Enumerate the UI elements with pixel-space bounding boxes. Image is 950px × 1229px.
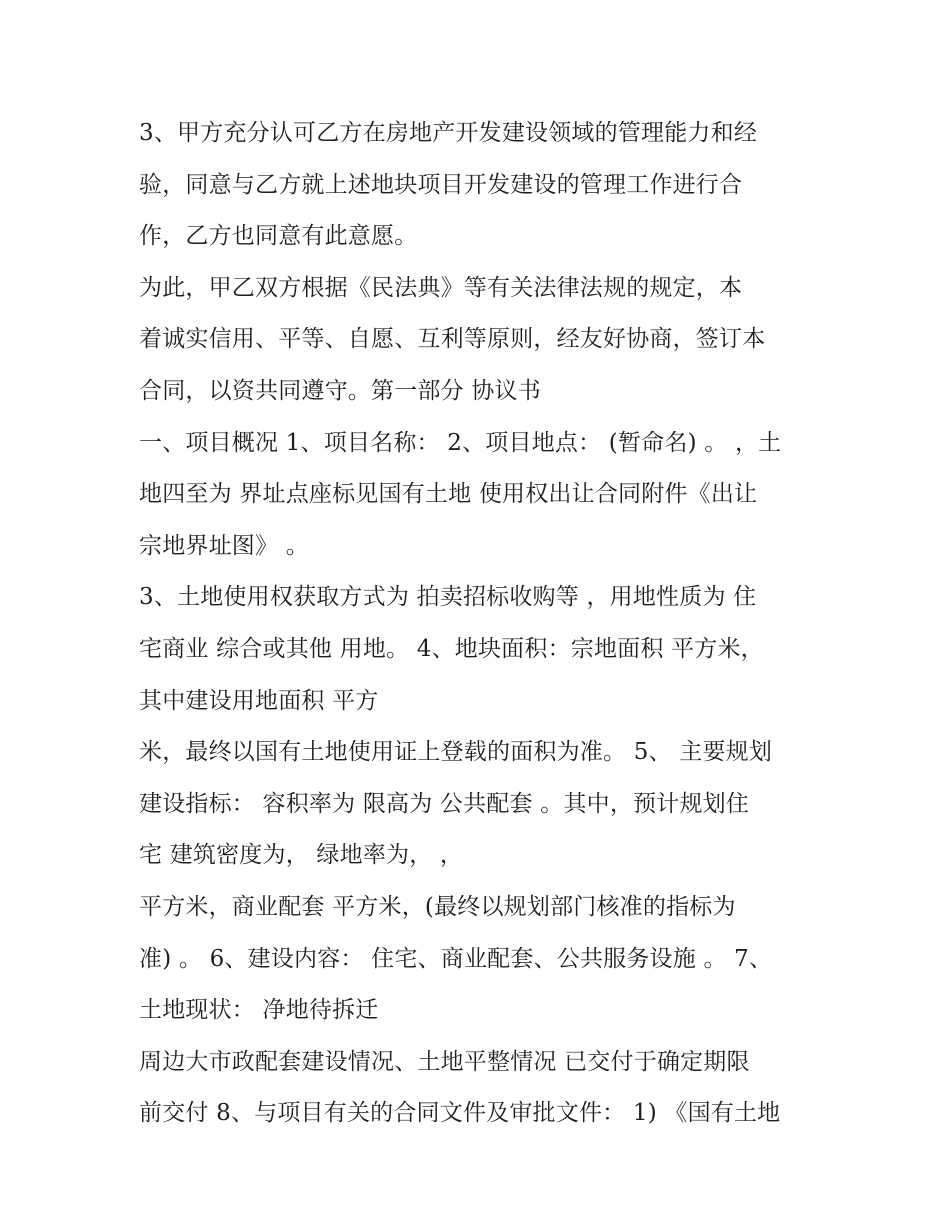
text-line: 米，最终以国有土地使用证上登载的面积为准。 5、 主要规划 [139, 739, 773, 766]
text-line: 作，乙方也同意有此意愿。 [139, 223, 418, 250]
text-line: 3、土地使用权获取方式为 拍卖招标收购等 ，用地性质为 住 [139, 584, 757, 611]
text-line: 宅商业 综合或其他 用地。 4、地块面积：宗地面积 平方米， [139, 635, 764, 662]
text-line: 宗地界址图》 。 [139, 532, 309, 559]
text-line: 周边大市政配套建设情况、土地平整情况 已交付于确定期限 [139, 1048, 750, 1075]
text-line: 验，同意与乙方就上述地块项目开发建设的管理工作进行合 [139, 171, 743, 198]
text-line: 着诚实信用、平等、自愿、互利等原则，经友好协商，签订本 [139, 326, 766, 353]
text-line: 建设指标： 容积率为 限高为 公共配套 。其中，预计规划住 [139, 790, 750, 817]
text-line: 地四至为 界址点座标见国有土地 使用权出让合同附件《出让 [139, 481, 758, 508]
text-line: 准) 。 6、建设内容： 住宅、商业配套、公共服务设施 。 7、 [139, 945, 773, 972]
text-line: 平方米，商业配套 平方米，(最终以规划部门核准的指标为 [139, 893, 736, 920]
text-line: 一、项目概况 1、项目名称： 2、项目地点： (暂命名) 。 ，土 [139, 429, 782, 456]
text-line: 其中建设用地面积 平方 [139, 687, 379, 714]
text-line: 合同，以资共同遵守。第一部分 协议书 [139, 377, 541, 404]
text-line: 土地现状： 净地待拆迁 [139, 997, 379, 1024]
text-line: 为此，甲乙双方根据《民法典》等有关法律法规的规定，本 [139, 274, 743, 301]
text-line: 前交付 8、与项目有关的合同文件及审批文件： 1) 《国有土地 [139, 1100, 781, 1127]
text-line: 3、甲方充分认可乙方在房地产开发建设领域的管理能力和经 [139, 120, 758, 146]
text-line: 宅 建筑密度为， 绿地率为， ， [139, 842, 464, 869]
document-body [139, 108, 839, 1140]
